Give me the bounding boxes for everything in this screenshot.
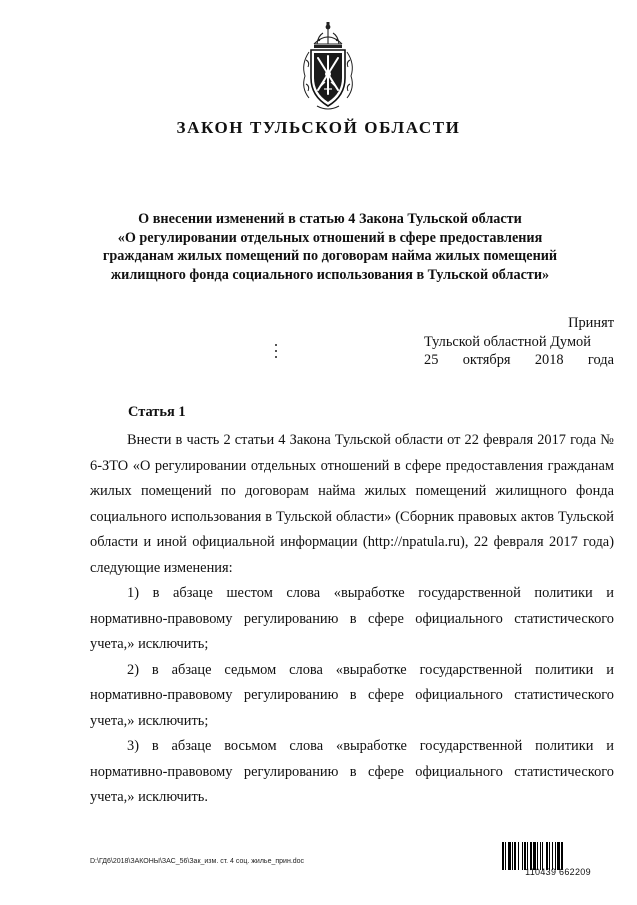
adopted-label: Принят <box>568 315 614 331</box>
law-title: ЗАКОН ТУЛЬСКОЙ ОБЛАСТИ <box>176 118 461 137</box>
law-subject <box>100 210 560 284</box>
file-path-footer: D:\ГД6\2018\ЗАКОНЫ\ЗАС_56\Зак_изм. ст. 4 соц. жилье_прин.doc <box>90 858 305 865</box>
adopted-month: октября <box>462 352 511 368</box>
barcode <box>502 842 614 878</box>
barcode-gap <box>563 842 564 870</box>
article-item: 1) в абзаце шестом слова «выработке государственной политики и нормативно-правовому регулированию в сфере официального статистического учета,» исключить; <box>90 585 614 652</box>
tula-coat-of-arms-icon <box>297 20 359 112</box>
article-item: 2) в абзаце седьмом слова «выработке государственной политики и нормативно-правовому регулированию в сфере официального статистического учета,» исключить; <box>90 661 614 729</box>
adoption-block <box>424 314 614 370</box>
barcode-bars <box>502 842 614 870</box>
adopted-by: Тульской областной Думой <box>424 333 591 350</box>
adopted-day: 25 <box>424 352 439 368</box>
subject-line: гражданам жилых помещений по договорам найма жилых помещений <box>102 248 558 264</box>
article-item: 3) в абзаце восьмом слова «выработке государственной политики и нормативно-правовому регулированию в сфере официального статистического учета,» исключить. <box>90 738 614 805</box>
adopted-year: 2018 <box>534 352 564 368</box>
adopted-year-word: года <box>587 352 614 368</box>
article-intro-paragraph: Внести в часть 2 статьи 4 Закона Тульской области от 22 февраля 2017 года № 6-ЗТО «О регулировании отдельных отношений в сфере предоставления гражданам жилых помещений по договорам найма жилых помещений жилищного фонда социального использования в Тульской области» (Сборник правовых актов Тульской области и иной официальной информации (http://npatula.ru), 22 февраля 2017 года) следующие изменения: <box>90 432 614 576</box>
subject-line: жилищного фонда социального использования в Тульской области» <box>110 266 550 283</box>
subject-line: «О регулировании отдельных отношений в сфере предоставления <box>117 229 543 246</box>
scan-artifact <box>275 344 278 360</box>
article-title: Статья 1 <box>128 404 186 420</box>
barcode-number: 110439 662209 <box>502 867 614 878</box>
adopted-date <box>424 351 614 370</box>
subject-line: О внесении изменений в статью 4 Закона Тульской области <box>138 211 522 227</box>
article-body <box>90 428 614 811</box>
